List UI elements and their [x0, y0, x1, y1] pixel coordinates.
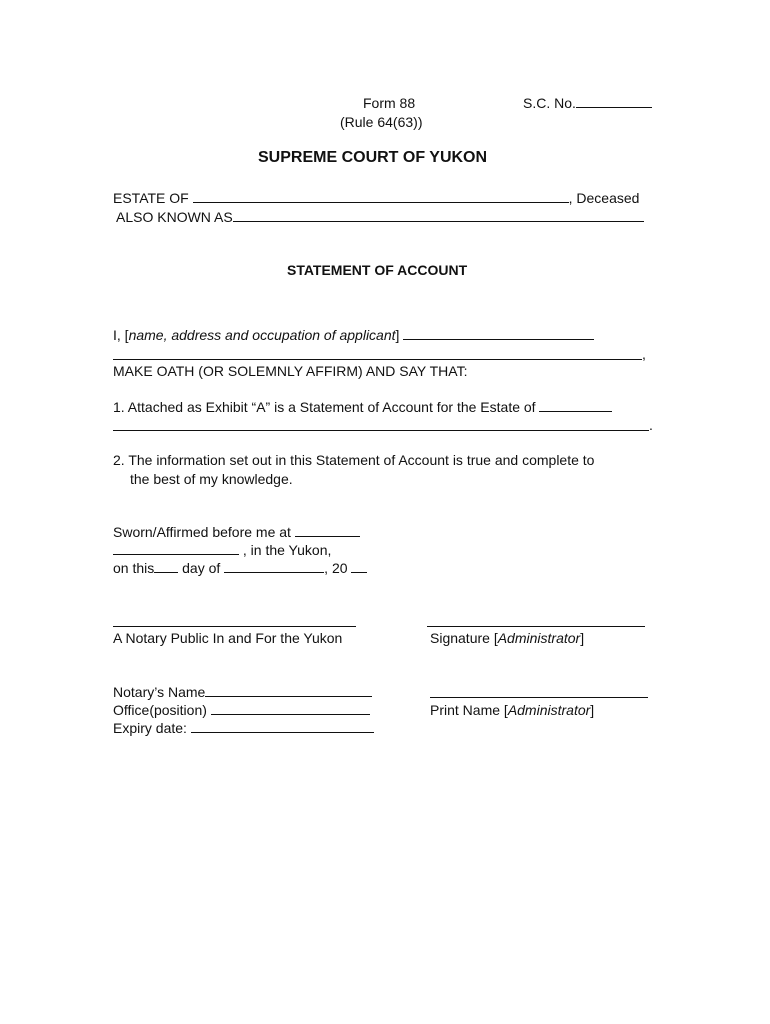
print-name-caption-close: ] [590, 702, 595, 718]
sworn-line-1[interactable] [113, 523, 360, 541]
form-number: Form 88 [363, 95, 416, 111]
notary-name-blank[interactable] [205, 684, 372, 697]
sworn-line-3[interactable] [113, 559, 367, 577]
applicant-row[interactable] [113, 326, 594, 344]
paragraph-2-line-1: 2. The information set out in this Statement of Account is true and complete to [113, 452, 595, 468]
applicant-prefix: I, [ [113, 327, 129, 343]
applicant-placeholder: name, address and occupation of applicant [128, 327, 396, 343]
year-blank[interactable] [351, 560, 367, 573]
office-blank[interactable] [211, 702, 370, 715]
applicant-blank-1[interactable] [403, 327, 594, 340]
signature-caption [430, 629, 584, 647]
sc-number-label: S.C. No. [523, 95, 576, 111]
estate-of-row[interactable] [113, 189, 639, 207]
paragraph-2-line-2: the best of my knowledge. [130, 471, 293, 487]
estate-of-label: ESTATE OF [113, 190, 189, 206]
paragraph-1[interactable] [113, 398, 612, 416]
expiry-blank[interactable] [191, 720, 374, 733]
print-name-caption [430, 701, 594, 719]
estate-of-blank-1[interactable] [539, 399, 612, 412]
sworn-place-blank[interactable] [295, 524, 360, 537]
applicant-line-comma: , [642, 346, 646, 362]
estate-of-blank-2[interactable] [113, 430, 649, 431]
applicant-suffix: ] [395, 327, 400, 343]
notary-name-row[interactable] [113, 683, 372, 701]
print-name-caption-label: Print Name [ [430, 702, 508, 718]
signature-role: Administrator [497, 630, 581, 646]
notary-name-label: Notary’s Name [113, 684, 206, 700]
notary-caption: A Notary Public In and For the Yukon [113, 630, 343, 646]
month-blank[interactable] [224, 560, 324, 573]
day-blank[interactable] [154, 560, 178, 573]
expiry-label: Expiry date: [113, 720, 187, 736]
paragraph-1-text: 1. Attached as Exhibit “A” is a Statement of Account for the Estate of [113, 399, 536, 415]
sworn-line-2[interactable] [113, 541, 331, 559]
oath-statement: MAKE OATH (OR SOLEMNLY AFFIRM) AND SAY THAT: [113, 363, 468, 379]
signature-caption-close: ] [580, 630, 585, 646]
day-of-label: day of [182, 560, 221, 576]
administrator-signature-line[interactable] [427, 626, 645, 627]
year-label: , 20 [324, 560, 348, 576]
alias-blank[interactable] [233, 209, 644, 222]
sworn-label: Sworn/Affirmed before me at [113, 524, 291, 540]
estate-name-blank[interactable] [193, 190, 569, 203]
sc-number-blank[interactable] [576, 95, 652, 108]
paragraph-1-period: . [649, 417, 653, 433]
in-the-yukon-label: , in the Yukon, [242, 542, 332, 558]
deceased-label: , Deceased [568, 190, 640, 206]
applicant-blank-2[interactable] [113, 359, 642, 360]
signature-caption-label: Signature [ [430, 630, 498, 646]
notary-signature-line[interactable] [113, 626, 356, 627]
sworn-city-blank[interactable] [113, 542, 239, 555]
also-known-as-row[interactable] [116, 208, 644, 226]
office-row[interactable] [113, 701, 370, 719]
rule-reference: (Rule 64(63)) [340, 114, 423, 130]
on-this-label: on this [113, 560, 155, 576]
sc-number-field[interactable] [523, 94, 652, 112]
court-title: SUPREME COURT OF YUKON [258, 149, 488, 166]
office-label: Office(position) [113, 702, 207, 718]
also-known-as-label: ALSO KNOWN AS [116, 209, 233, 225]
document-title: STATEMENT OF ACCOUNT [287, 262, 468, 278]
print-name-line[interactable] [430, 697, 648, 698]
print-name-role: Administrator [507, 702, 591, 718]
expiry-row[interactable] [113, 719, 374, 737]
